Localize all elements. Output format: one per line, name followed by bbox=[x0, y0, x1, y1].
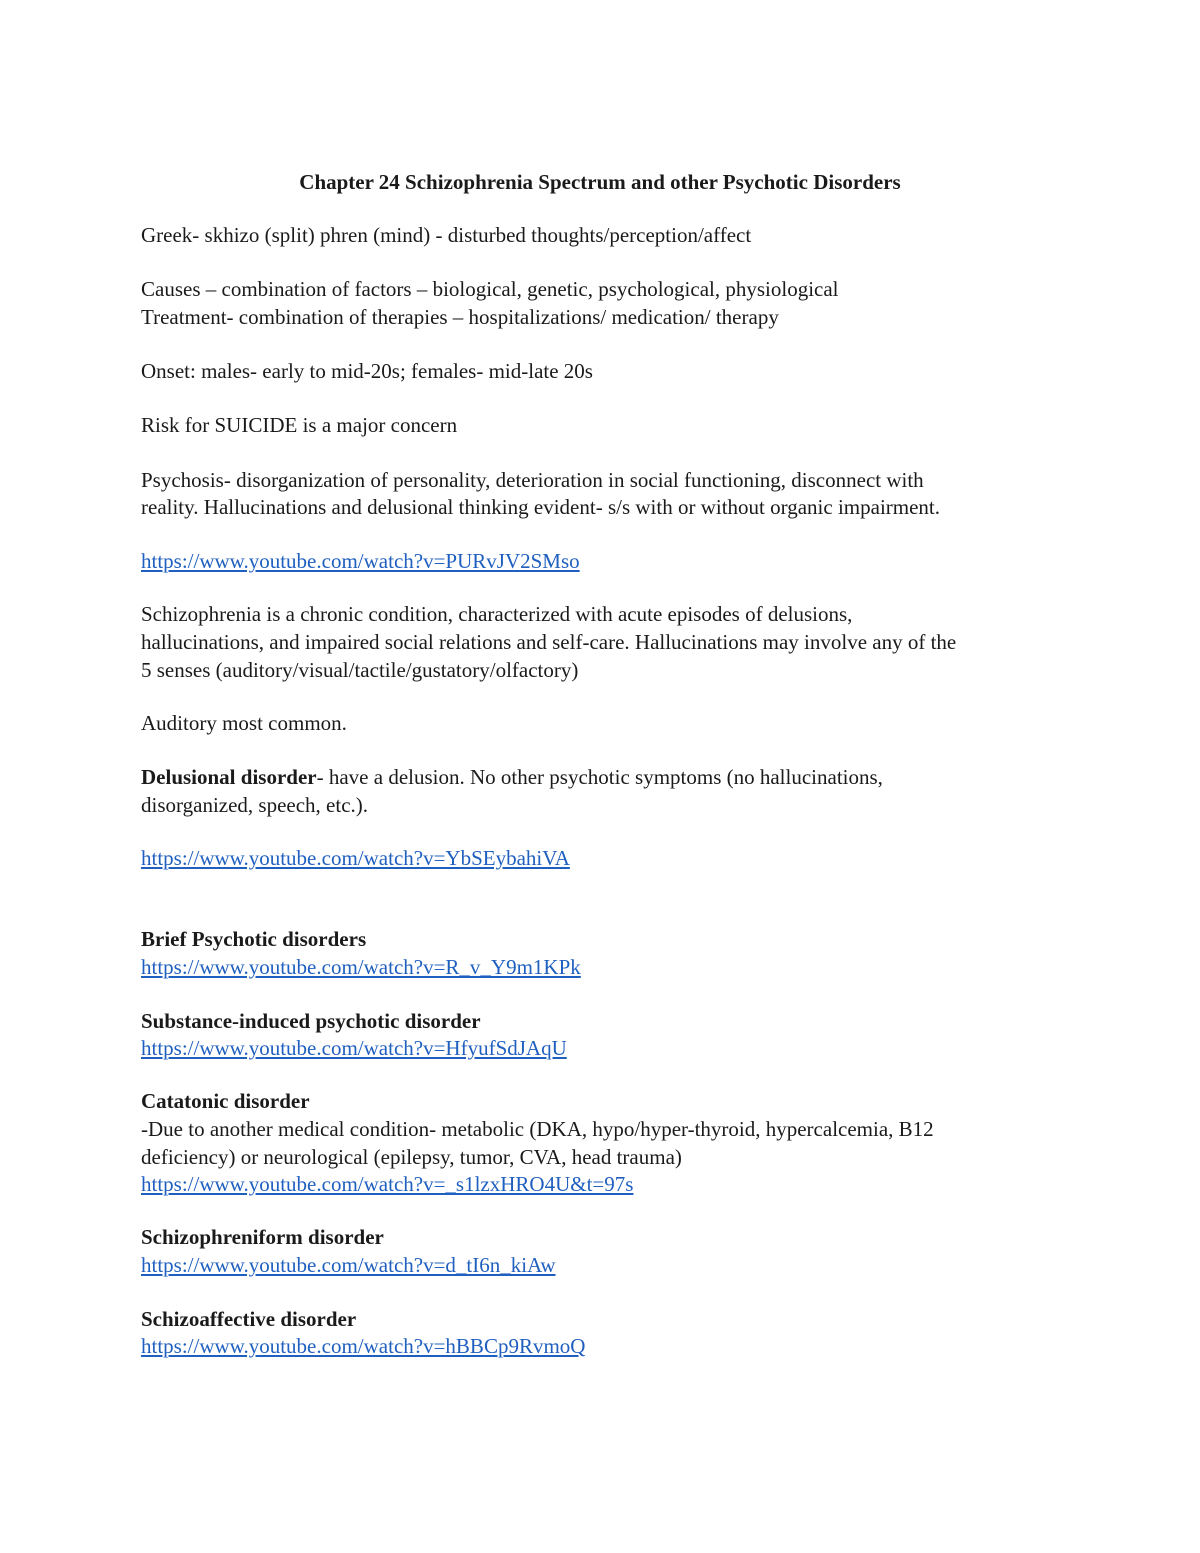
delusional-video-link[interactable]: https://www.youtube.com/watch?v=YbSEybahiVA bbox=[141, 846, 570, 870]
substance-induced-video-line bbox=[141, 1034, 1081, 1062]
brief-psychotic-heading: Brief Psychotic disorders bbox=[141, 927, 367, 951]
catatonic-text-line-1: -Due to another medical condition- metabolic (DKA, hypo/hyper-thyroid, hypercalcemia, B12 bbox=[141, 1117, 934, 1141]
psychosis-video-link[interactable]: https://www.youtube.com/watch?v=PURvJV2SMso bbox=[141, 549, 580, 573]
catatonic-text-line-2: deficiency) or neurological (epilepsy, tumor, CVA, head trauma) bbox=[141, 1145, 682, 1169]
page-title: Chapter 24 Schizophrenia Spectrum and other Psychotic Disorders bbox=[299, 170, 901, 194]
catatonic-video-line bbox=[141, 1170, 1081, 1198]
schizophrenia-text-line-1: Schizophrenia is a chronic condition, characterized with acute episodes of delusions, bbox=[141, 602, 853, 626]
delusional-video-line bbox=[141, 844, 1081, 872]
substance-induced-video-link[interactable]: https://www.youtube.com/watch?v=HfyufSdJAqU bbox=[141, 1036, 567, 1060]
schizophreniform-heading: Schizophreniform disorder bbox=[141, 1225, 384, 1249]
catatonic-heading: Catatonic disorder bbox=[141, 1089, 310, 1113]
schizophrenia-text-line-2: hallucinations, and impaired social relations and self-care. Hallucinations may involve any of the bbox=[141, 630, 957, 654]
schizophreniform-video-line bbox=[141, 1251, 1081, 1279]
delusional-line-2: disorganized, speech, etc.). bbox=[141, 793, 369, 817]
schizoaffective-heading: Schizoaffective disorder bbox=[141, 1307, 357, 1331]
delusional-heading: Delusional disorder bbox=[141, 765, 317, 789]
substance-induced-heading: Substance-induced psychotic disorder bbox=[141, 1009, 481, 1033]
brief-psychotic-video-link[interactable]: https://www.youtube.com/watch?v=R_v_Y9m1KPk bbox=[141, 955, 581, 979]
onset-text: Onset: males- early to mid-20s; females- mid-late 20s bbox=[141, 359, 593, 383]
treatment-text: Treatment- combination of therapies – hospitalizations/ medication/ therapy bbox=[141, 305, 779, 329]
catatonic-video-link[interactable]: https://www.youtube.com/watch?v=_s1lzxHRO4U&t=97s bbox=[141, 1172, 634, 1196]
schizoaffective-video-link[interactable]: https://www.youtube.com/watch?v=hBBCp9RvmoQ bbox=[141, 1334, 586, 1358]
brief-psychotic-video-line bbox=[141, 953, 1081, 981]
auditory-text: Auditory most common. bbox=[141, 711, 347, 735]
delusional-description: - have a delusion. No other psychotic symptoms (no hallucinations, bbox=[316, 765, 883, 789]
schizoaffective-video-line bbox=[141, 1332, 1081, 1360]
schizophreniform-video-link[interactable]: https://www.youtube.com/watch?v=d_tI6n_kiAw bbox=[141, 1253, 556, 1277]
schizophrenia-text-line-3: 5 senses (auditory/visual/tactile/gustatory/olfactory) bbox=[141, 658, 579, 682]
psychosis-text-line-2: reality. Hallucinations and delusional thinking evident- s/s with or without organic impairment. bbox=[141, 495, 941, 519]
psychosis-text-line-1: Psychosis- disorganization of personality, deterioration in social functioning, disconnect with bbox=[141, 468, 924, 492]
psychosis-video-line bbox=[141, 547, 1081, 575]
greek-etymology: Greek- skhizo (split) phren (mind) - disturbed thoughts/perception/affect bbox=[141, 223, 752, 247]
causes-text: Causes – combination of factors – biological, genetic, psychological, physiological bbox=[141, 277, 839, 301]
risk-text: Risk for SUICIDE is a major concern bbox=[141, 413, 458, 437]
delusional-line-1 bbox=[141, 763, 1081, 791]
